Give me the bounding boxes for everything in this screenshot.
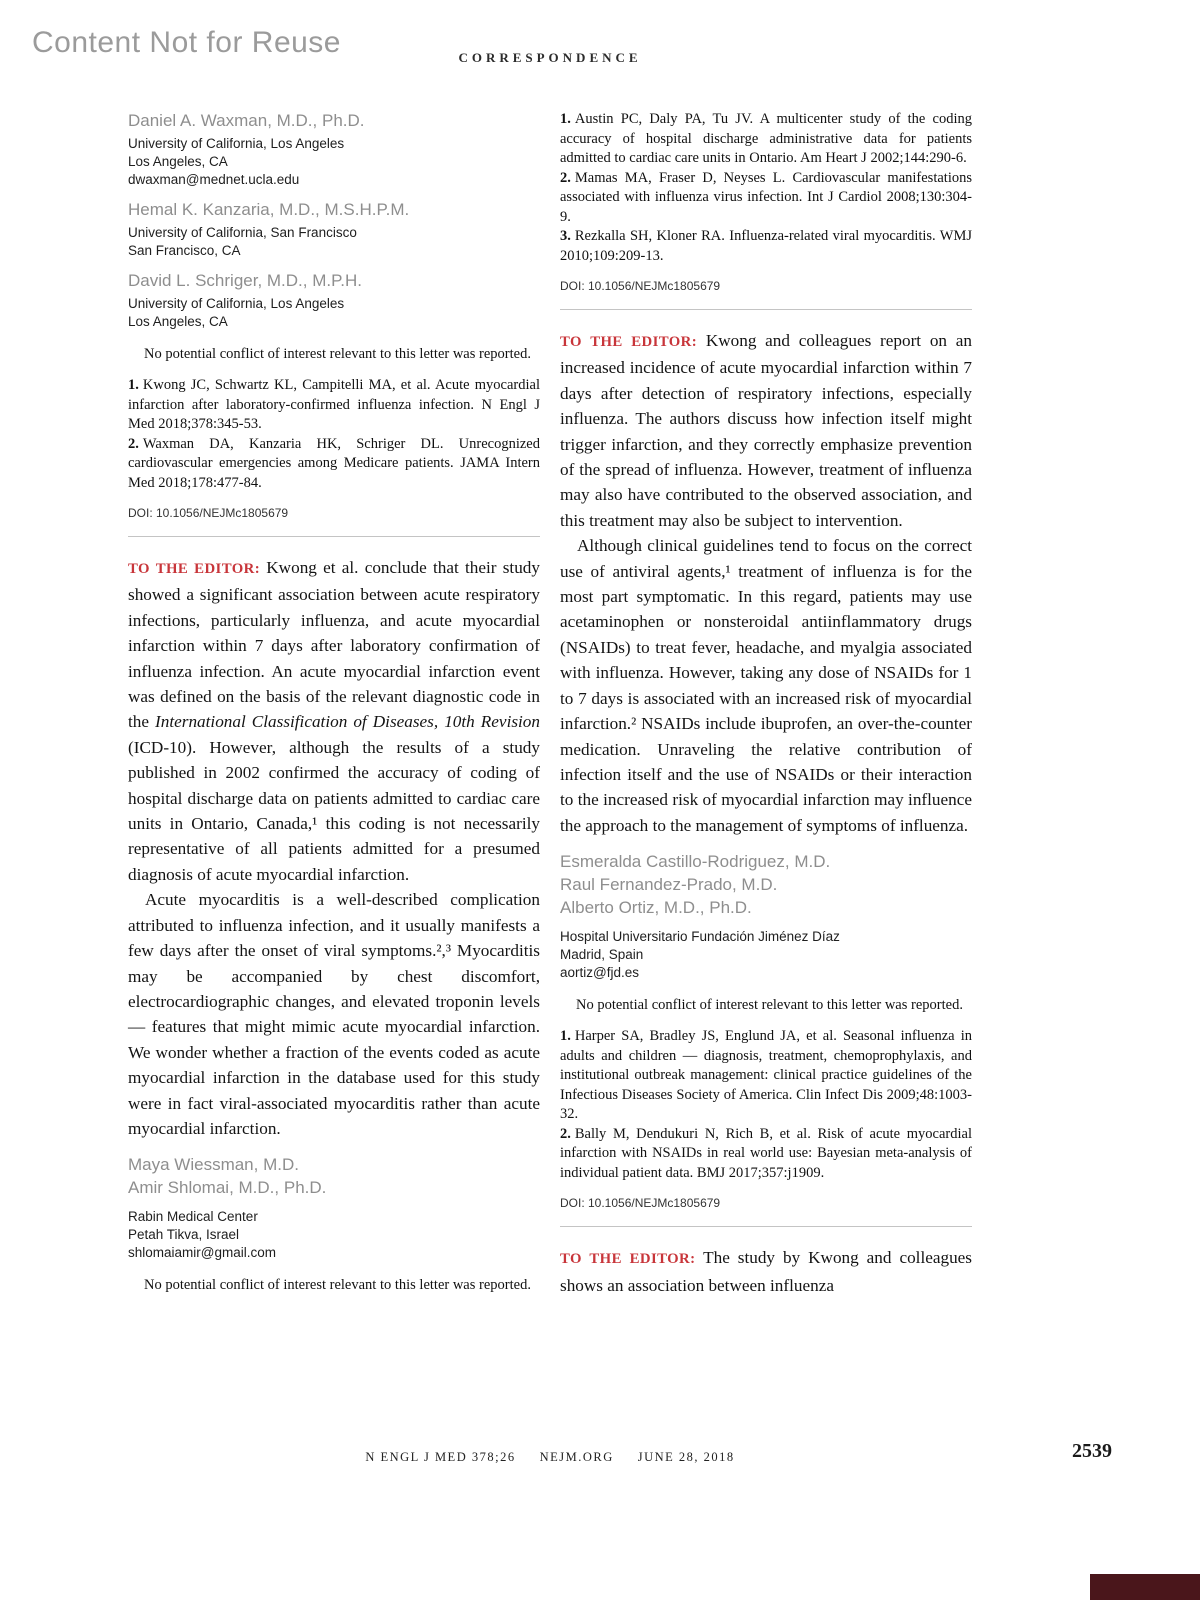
signature-affiliation-block <box>560 928 972 982</box>
watermark: Content Not for Reuse <box>32 26 341 59</box>
signature-name: Esmeralda Castillo-Rodriguez, M.D. <box>560 852 831 872</box>
letter-text: (ICD-10). However, although the results of a study published in 2002 confirmed the accuracy of coding of hospital discharge data on patients admitted to cardiac care units in Ontario, Canada,¹ this coding is not necessarily representative of all patients admitted for a presumed diagnosis of acute myocardial infarction. <box>128 737 540 884</box>
journal-url: NEJM.ORG <box>539 1450 614 1464</box>
reference-number: 2. <box>560 1125 571 1142</box>
letter-paragraph <box>560 328 972 533</box>
reference-list <box>128 376 540 493</box>
reference-text: Mamas MA, Fraser D, Neyses L. Cardiovascular manifestations associated with influenza virus infection. Int J Cardiol 2008;130:304-9. <box>560 169 972 225</box>
letter-text: Kwong and colleagues report on an increased incidence of acute myocardial infarction within 7 days after detection of respiratory infections, especially influenza. The authors discuss how infection itself might trigger infarction, and they correctly emphasize prevention of the spread of influenza. However, treatment of influenza may also have contributed to the observed association, and this treatment may also be subject to intervention. <box>560 331 973 530</box>
reference-item <box>128 376 540 435</box>
left-column <box>128 110 540 1307</box>
right-column <box>560 110 972 1298</box>
reference-number: 3. <box>560 228 571 244</box>
reference-text: Kwong JC, Schwartz KL, Campitelli MA, et al. Acute myocardial infarction after laboratory-confirmed influenza infection. N Engl J Med 2018;378:345-53. <box>128 377 540 432</box>
author-location: Los Angeles, CA <box>128 154 228 169</box>
disclosure-statement: No potential conflict of interest relevant to this letter was reported. <box>144 346 531 362</box>
author-location: Los Angeles, CA <box>128 314 228 329</box>
reference-number: 1. <box>560 1028 571 1045</box>
to-the-editor-label: TO THE EDITOR: <box>128 561 261 577</box>
letter-text-italic: International Classification of Diseases, 10th Revision <box>155 712 540 732</box>
reference-text: Rezkalla SH, Kloner RA. Influenza-related viral myocarditis. WMJ 2010;109:209-13. <box>560 228 972 264</box>
signature-name: Raul Fernandez-Prado, M.D. <box>560 875 778 895</box>
section-divider <box>560 1226 972 1227</box>
page-number: 2539 <box>1072 1440 1112 1462</box>
signature-block <box>560 850 972 919</box>
author-block <box>128 199 540 260</box>
letter-paragraph: Acute myocarditis is a well-described complication attributed to influenza infection, and it usually manifests a few days after the onset of viral symptoms.²,³ Myocarditis may be accompanied by chest discomfort, electrocardiographic changes, and elevated troponin levels — features that might mimic acute myocardial infarction. We wonder whether a fraction of the events coded as acute myocardial infarction in the database used for this study were in fact viral-associated myocarditis rather than acute myocardial infarction. <box>128 890 540 1138</box>
corner-bar <box>1090 1574 1200 1600</box>
author-name: Daniel A. Waxman, M.D., Ph.D. <box>128 111 365 130</box>
reference-item <box>560 1027 972 1125</box>
reference-number: 2. <box>128 435 139 452</box>
doi-line: DOI: 10.1056/NEJMc1805679 <box>560 1196 721 1211</box>
signature-email: aortiz@fjd.es <box>560 965 639 981</box>
signature-name: Maya Wiessman, M.D. <box>128 1155 299 1175</box>
reference-list <box>560 1027 972 1183</box>
to-the-editor-label: TO THE EDITOR: <box>560 1251 696 1268</box>
signature-block <box>128 1153 540 1199</box>
letter-paragraph <box>128 555 540 887</box>
author-block <box>128 270 540 331</box>
letter-text: The study by Kwong and colleagues shows an association between influenza <box>560 1248 972 1295</box>
disclosure-statement: No potential conflict of interest relevant to this letter was reported. <box>144 1277 531 1294</box>
signature-name: Amir Shlomai, M.D., Ph.D. <box>128 1178 327 1198</box>
reference-list <box>560 110 972 266</box>
author-affiliation: University of California, Los Angeles <box>128 136 345 151</box>
reference-number: 2. <box>560 169 571 186</box>
author-location: San Francisco, CA <box>128 243 241 258</box>
reference-number: 1. <box>128 377 139 393</box>
doi-line: DOI: 10.1056/NEJMc1805679 <box>128 506 289 520</box>
reference-item <box>560 1125 972 1184</box>
author-block <box>128 110 540 189</box>
reference-text: Waxman DA, Kanzaria HK, Schriger DL. Unrecognized cardiovascular emergencies among Medicare patients. JAMA Intern Med 2018;178:477-84. <box>128 435 540 491</box>
issue-date: JUNE 28, 2018 <box>637 1450 735 1464</box>
signature-name: Alberto Ortiz, M.D., Ph.D. <box>560 898 752 918</box>
reference-number: 1. <box>560 111 571 127</box>
page-footer <box>128 1450 972 1465</box>
section-divider <box>128 536 540 537</box>
letter-text: Kwong et al. conclude that their study showed a significant association between acute respiratory infections, particularly influenza, and acute myocardial infarction within 7 days after laboratory confirmation of influenza infection. An acute myocardial infarction event was defined on the basis of the relevant diagnostic code in the <box>128 558 540 732</box>
reference-text: Harper SA, Bradley JS, Englund JA, et al. Seasonal influenza in adults and children — diagnosis, treatment, chemoprophylaxis, and institutional outbreak management: clinical practice guidelines of the Infectious Diseases Society of America. Clin Infect Dis 2009;48:1003-32. <box>560 1028 972 1123</box>
author-affiliation: University of California, Los Angeles <box>128 296 345 311</box>
reference-item <box>560 110 972 169</box>
doi-line: DOI: 10.1056/NEJMc1805679 <box>560 279 721 293</box>
signature-affiliation: Hospital Universitario Fundación Jiménez Díaz <box>560 929 840 945</box>
reference-text: Bally M, Dendukuri N, Rich B, et al. Risk of acute myocardial infarction with NSAIDs in real world use: Bayesian meta-analysis of individual patient data. BMJ 2017;357:j1909. <box>560 1125 972 1181</box>
reference-item <box>560 169 972 228</box>
signature-location: Petah Tikva, Israel <box>128 1227 240 1243</box>
signature-affiliation: Rabin Medical Center <box>128 1209 258 1225</box>
author-name: Hemal K. Kanzaria, M.D., M.S.H.P.M. <box>128 200 410 219</box>
author-email: dwaxman@mednet.ucla.edu <box>128 172 300 187</box>
author-name: David L. Schriger, M.D., M.P.H. <box>128 271 362 290</box>
journal-citation: N ENGL J MED 378;26 <box>365 1450 516 1464</box>
disclosure-statement: No potential conflict of interest relevant to this letter was reported. <box>576 997 963 1014</box>
letter-paragraph: Although clinical guidelines tend to focus on the correct use of antiviral agents,¹ treatment of influenza is for the most part symptomatic. In this regard, patients may use acetaminophen or nonsteroidal antiinflammatory drugs (NSAIDs) to treat fever, headache, and myalgia associated with influenza. However, taking any dose of NSAIDs for 1 to 7 days is associated with an increased risk of myocardial infarction.² NSAIDs include ibuprofen, an over-the-counter medication. Unraveling the relative contribution of infection itself and the use of NSAIDs or their interaction to the increased risk of myocardial infarction may influence the approach to the management of symptoms of influenza. <box>560 536 972 835</box>
letter-paragraph <box>560 1245 972 1298</box>
reference-item <box>128 435 540 494</box>
page-header: CORRESPONDENCE <box>458 50 642 65</box>
reference-text: Austin PC, Daly PA, Tu JV. A multicenter study of the coding accuracy of hospital discharge administrative data for patients admitted to cardiac care units in Ontario. Am Heart J 2002;144:290-6. <box>560 111 972 166</box>
section-divider <box>560 309 972 310</box>
to-the-editor-label: TO THE EDITOR: <box>560 334 698 350</box>
signature-location: Madrid, Spain <box>560 947 644 963</box>
signature-affiliation-block <box>128 1208 540 1262</box>
author-affiliation: University of California, San Francisco <box>128 225 357 240</box>
reference-item <box>560 227 972 266</box>
signature-email: shlomaiamir@gmail.com <box>128 1245 276 1261</box>
